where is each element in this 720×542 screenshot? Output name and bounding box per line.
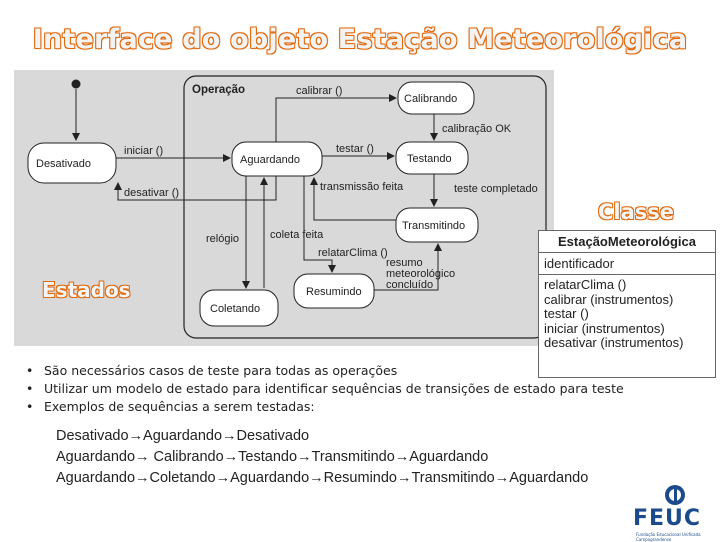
class-operation: desativar (instrumentos) (544, 335, 684, 350)
bullet-item (26, 362, 624, 380)
initial-state-dot (72, 80, 81, 89)
class-name: EstaçãoMeteorológica (539, 231, 715, 253)
label-classe: Classe (598, 200, 675, 224)
bullet-text: Utilizar um modelo de estado para identificar sequências de transições de estado para teste (44, 381, 624, 396)
bullet-text: São necessários casos de teste para todas as operações (44, 363, 398, 378)
class-operation: relatarClima () (544, 277, 627, 292)
bullet-item (26, 380, 624, 398)
label-resumo-3: concluído (386, 279, 434, 291)
sequence-item: Aguardando→ Calibrando→Testando→Transmitindo→Aguardando (56, 449, 489, 465)
superstate-label: Operação (192, 84, 246, 96)
label-resumo-1: resumo (386, 257, 423, 269)
sequence-item: Desativado→Aguardando→Desativado (56, 428, 310, 444)
logo-tagline: Fundação Educacional Unificada Campograndense (636, 532, 701, 542)
bullet-dot-icon: • (26, 399, 34, 414)
state-desativado-label: Desativado (36, 158, 92, 170)
state-transmitindo-label: Transmitindo (402, 220, 466, 232)
sequence-list (56, 426, 588, 489)
slide-title: Interface do objeto Estação Meteorológica (32, 24, 688, 55)
label-iniciar: iniciar () (124, 145, 164, 157)
label-desativar: desativar () (124, 187, 180, 199)
label-estados: Estados (42, 278, 131, 302)
class-attribute: identificador (539, 253, 715, 275)
class-operation: calibrar (instrumentos) (544, 291, 674, 307)
state-testando-label: Testando (407, 153, 452, 165)
state-resumindo-label: Resumindo (306, 286, 362, 298)
bullet-list (26, 362, 624, 416)
label-relogio: relógio (206, 233, 240, 245)
bullet-text: Exemplos de sequências a serem testadas: (44, 399, 315, 414)
label-testar: testar () (336, 143, 374, 155)
class-diagram (538, 230, 716, 378)
state-diagram (14, 70, 554, 346)
bullet-item (26, 398, 624, 416)
bullet-dot-icon: • (26, 363, 34, 378)
state-aguardando-label: Aguardando (240, 154, 300, 166)
sequence-item: Aguardando→Coletando→Aguardando→Resumindo→Transmitindo→Aguardando (56, 470, 589, 486)
label-coleta-feita: coleta feita (270, 229, 324, 241)
label-relatar-clima: relatarClima () (318, 247, 388, 259)
class-operations (539, 275, 715, 354)
label-teste-completado: teste completado (454, 183, 538, 195)
feuc-logo (633, 484, 717, 542)
class-operation: iniciar (instrumentos) (544, 320, 665, 336)
state-coletando-label: Coletando (210, 303, 261, 315)
state-calibrando-label: Calibrando (404, 93, 458, 105)
label-transmissao-feita: transmissão feita (320, 181, 404, 193)
label-calibracao-ok: calibração OK (442, 123, 512, 135)
label-calibrar: calibrar () (296, 85, 343, 97)
class-operation: testar () (544, 306, 589, 321)
logo-wordmark: FEUC (633, 506, 702, 531)
label-resumo-2: meteorológico (386, 268, 456, 280)
arrow-calibrar (276, 98, 396, 142)
bullet-dot-icon: • (26, 381, 34, 396)
